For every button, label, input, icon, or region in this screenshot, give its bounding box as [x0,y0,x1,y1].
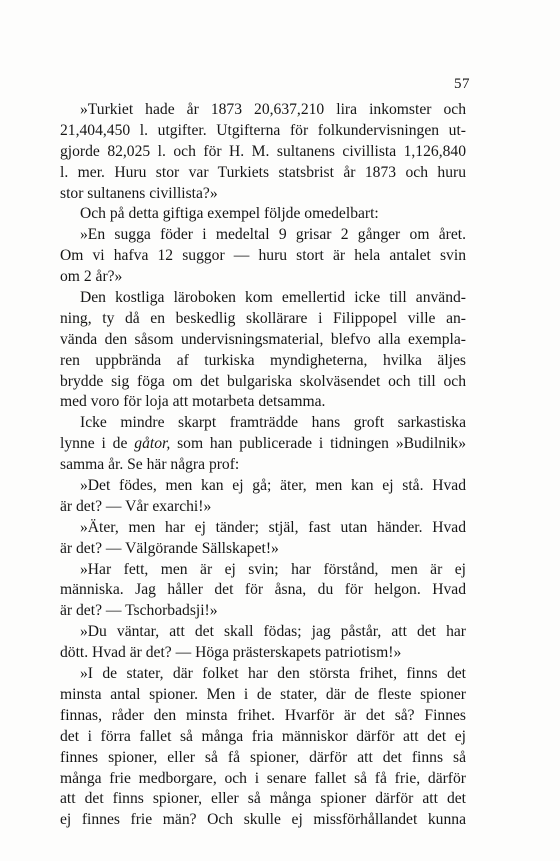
text-line: stor sultanens civillista?» [60,184,218,202]
text-line: är det? — Tschorbadsji!» [60,602,218,620]
text-line: vända den såsom undervisningsmaterial, blefvo alla exempla- [60,330,466,348]
text-line: finnes spioner, eller så få spioner, därför att det finns så [60,748,466,766]
text-line: gjorde 82,025 l. och för H. M. sultanens civillista 1,126,840 [60,142,466,160]
text-line: ning, ty då en beskedlig skollärare i Filippopel ville an- [60,309,466,327]
text-line: »I de stater, där folket har den största frihet, finns det [80,665,466,683]
text-line: med voro för loja att motarbeta detsamma. [60,393,326,411]
text-line: dött. Hvad är det? — Höga prästerskapets patriotism!» [60,644,402,662]
text-line: Icke mindre skarpt framträdde hans groft sarkastiska [80,414,466,432]
text-line: många frie medborgare, och i senare fallet så få frie, därför [60,769,466,787]
text-line: samma år. Se här några prof: [60,456,240,474]
text-line: »Har fett, men är ej svin; har förstånd, men är ej [80,560,466,578]
text-line: det i förra fallet så många fria människor därför att det ej [60,727,466,745]
text-line: Och på detta giftiga exempel följde omedelbart: [80,205,379,223]
text-line: Om vi hafva 12 suggor — huru stort är hela antalet svin [60,247,466,265]
text-line: ej finnes frie män? Och skulle ej missförhållandet kunna [60,811,466,829]
text-line: 21,404,450 l. utgifter. Utgifterna för folkundervisningen ut- [60,121,466,139]
text-line: finnas, råder den minsta frihet. Hvarför är det så? Finnes [60,706,466,724]
page-number: 57 [454,76,470,92]
text-line: »Turkiet hade år 1873 20,637,210 lira inkomster och [80,101,466,118]
body-text [60,100,466,831]
text-line: brydde sig föga om det bulgariska skolväsendet och till och [60,372,466,390]
text-line: »Äter, men har ej tänder; stjäl, fast utan händer. Hvad [80,518,466,536]
text-line: »Du väntar, att det skall födas; jag påstår, att det har [80,623,466,641]
text-line: lynne i de gåtor, som han publicerade i tidningen »Budilnik» [60,435,467,453]
text-line: om 2 år?» [60,268,123,286]
text-line: Den kostliga läroboken kom emellertid icke till använd- [80,289,466,307]
text-line: är det? — Välgörande Sällskapet!» [60,539,279,557]
text-line: »Det födes, men kan ej gå; äter, men kan ej stå. Hvad [80,477,466,495]
text-line: ren uppbrända af turkiska myndigheterna, hvilka äljes [60,351,466,369]
text-line: l. mer. Huru stor var Turkiets statsbrist år 1873 och huru [60,163,466,181]
text-line: människa. Jag håller det för åsna, du för helgon. Hvad [60,581,466,599]
text-line: »En sugga föder i medeltal 9 grisar 2 gånger om året. [80,226,466,244]
text-line: är det? — Vår exarchi!» [60,497,212,515]
text-line: att det finns spioner, eller så många spioner därför att det [60,790,466,808]
text-line: minsta antal spioner. Men i de stater, där de fleste spioner [60,685,466,703]
